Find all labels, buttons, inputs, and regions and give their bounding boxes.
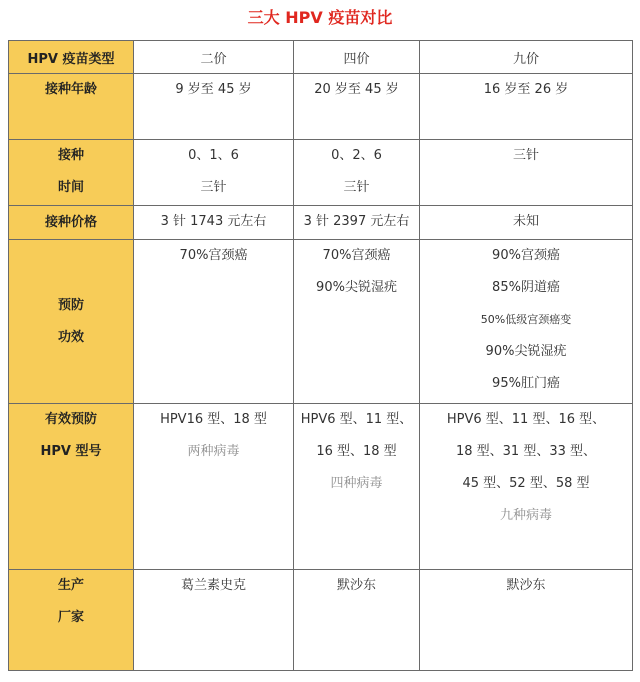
row-label-types-line2: HPV 型号: [40, 444, 102, 459]
types-nonavalent-line: HPV6 型、11 型、16 型、: [446, 412, 606, 427]
row-label-types-line1: 有效预防: [44, 412, 97, 427]
row-label-schedule-line1: 接种: [57, 148, 84, 163]
schedule-quadrivalent-months: 0、2、6: [331, 148, 382, 163]
col-header-bivalent: 二价: [134, 41, 294, 74]
age-bivalent: 9 岁至 45 岁: [175, 82, 252, 97]
row-vaccine-type: [9, 41, 633, 74]
row-schedule: [9, 140, 633, 206]
row-label-vaccine-type: HPV 疫苗类型: [9, 41, 134, 74]
efficacy-nonavalent-item: 85%阴道癌: [492, 280, 560, 295]
row-price: [9, 206, 633, 240]
age-quadrivalent: 20 岁至 45 岁: [314, 82, 399, 97]
row-label-price: 接种价格: [44, 214, 97, 230]
types-nonavalent-line: 45 型、52 型、58 型: [462, 476, 590, 491]
types-bivalent-note: 两种病毒: [187, 444, 240, 459]
row-efficacy: [9, 240, 633, 404]
row-manufacturer: [9, 570, 633, 671]
price-bivalent: 3 针 1743 元左右: [160, 214, 267, 229]
row-label-efficacy-line1: 预防: [57, 297, 84, 313]
maker-quadrivalent: 默沙东: [336, 578, 376, 593]
maker-bivalent: 葛兰素史克: [180, 578, 246, 593]
types-quadrivalent-line: HPV6 型、11 型、: [300, 412, 413, 427]
efficacy-nonavalent-item: 50%低级宫颈癌变: [480, 313, 572, 326]
price-nonavalent: 未知: [512, 214, 539, 229]
row-age: [9, 74, 633, 140]
types-quadrivalent-note: 四种病毒: [330, 476, 383, 491]
efficacy-nonavalent-item: 95%肛门癌: [492, 376, 560, 391]
schedule-bivalent-doses: 三针: [200, 180, 227, 195]
maker-nonavalent: 默沙东: [506, 578, 546, 593]
efficacy-nonavalent-item: 90%宫颈癌: [492, 248, 560, 263]
col-header-nonavalent: 九价: [420, 41, 633, 74]
efficacy-bivalent-item: 70%宫颈癌: [179, 248, 248, 263]
row-label-maker-line2: 厂家: [57, 610, 84, 625]
schedule-nonavalent-doses: 三针: [512, 148, 539, 163]
age-nonavalent: 16 岁至 26 岁: [483, 82, 569, 97]
efficacy-quadrivalent-item: 70%宫颈癌: [322, 248, 391, 263]
efficacy-nonavalent-item: 90%尖锐湿疣: [485, 344, 567, 359]
types-nonavalent-note: 九种病毒: [499, 508, 552, 523]
row-label-age: 接种年龄: [44, 82, 97, 97]
types-quadrivalent-line: 16 型、18 型: [316, 444, 397, 459]
efficacy-quadrivalent-item: 90%尖锐湿疣: [316, 280, 397, 295]
hpv-comparison-table: [8, 40, 633, 671]
types-bivalent-line: HPV16 型、18 型: [160, 412, 267, 427]
row-label-efficacy-line2: 功效: [57, 329, 84, 345]
price-quadrivalent: 3 针 2397 元左右: [303, 214, 410, 229]
schedule-quadrivalent-doses: 三针: [343, 180, 370, 195]
row-label-maker-line1: 生产: [57, 578, 84, 593]
page-title: 三大 HPV 疫苗对比: [247, 8, 393, 27]
col-header-quadrivalent: 四价: [294, 41, 420, 74]
types-nonavalent-line: 18 型、31 型、33 型、: [455, 444, 597, 459]
row-label-schedule-line2: 时间: [57, 180, 84, 195]
row-hpv-types: [9, 404, 633, 570]
schedule-bivalent-months: 0、1、6: [188, 148, 239, 163]
